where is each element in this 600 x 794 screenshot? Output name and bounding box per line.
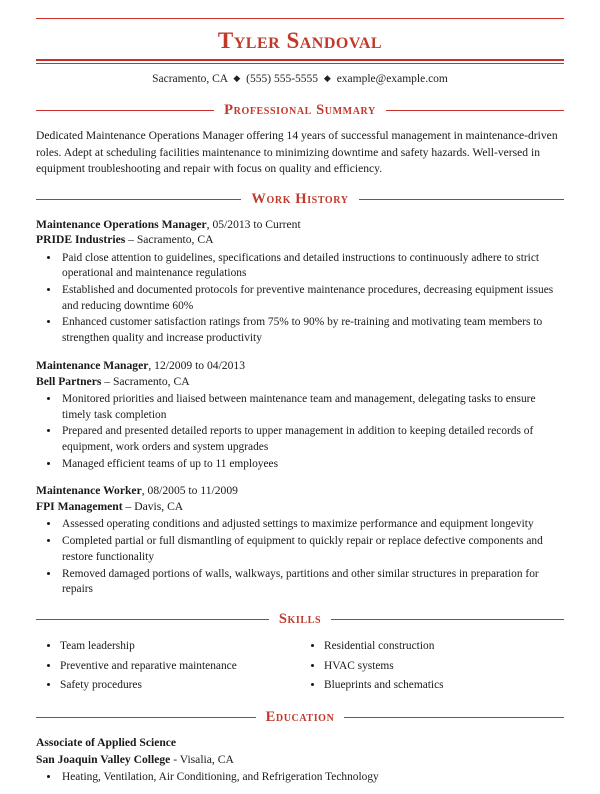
list-item: • Team leadership — [60, 637, 300, 657]
job-location: – Sacramento, CA — [101, 374, 190, 388]
contact-location: Sacramento, CA — [152, 73, 228, 86]
job-company-line — [36, 232, 564, 248]
list-item: • Preventive and reparative maintenance — [60, 657, 300, 677]
rule-right — [359, 199, 564, 200]
list-item: • Blueprints and schematics — [324, 676, 564, 696]
job-company-line — [36, 374, 564, 390]
skills-columns — [36, 637, 564, 696]
header-bottom-rule — [36, 59, 564, 61]
education-bullets — [36, 770, 564, 786]
skills-list — [300, 637, 564, 696]
rule-right — [331, 619, 564, 620]
section-header-summary — [36, 102, 564, 119]
job-dates: , 12/2009 to 04/2013 — [148, 358, 245, 372]
section-title: Professional Summary — [224, 102, 376, 119]
section-header-skills — [36, 611, 564, 628]
job-title: Maintenance Manager — [36, 358, 149, 372]
education-school-line — [36, 752, 564, 769]
list-item: • Enhanced customer satisfaction ratings from 75% to 90% by re-training and motivating team members to strengthen quality and increase productivity — [60, 315, 564, 346]
rule-right — [344, 717, 564, 718]
job-title: Maintenance Worker — [36, 484, 142, 498]
contact-phone: (555) 555-5555 — [246, 73, 319, 86]
job-bullets — [36, 251, 564, 347]
job-title: Maintenance Operations Manager — [36, 217, 207, 231]
rule-left — [36, 199, 241, 200]
skills-column-left — [36, 637, 300, 696]
list-item: • Safety procedures — [60, 676, 300, 696]
job-location: – Sacramento, CA — [125, 233, 214, 247]
job-company: FPI Management — [36, 500, 123, 514]
education-location: - Visalia, CA — [170, 752, 234, 766]
section-header-education — [36, 709, 564, 726]
job-company: Bell Partners — [36, 374, 102, 388]
work-entry — [36, 217, 564, 347]
rule-left — [36, 110, 214, 111]
education-school: San Joaquin Valley College — [36, 752, 171, 766]
job-bullets — [36, 392, 564, 473]
rule-left — [36, 619, 269, 620]
list-item: • Assessed operating conditions and adjusted settings to maximize performance and equipment longevity — [60, 517, 564, 533]
list-item: • Removed damaged portions of walls, walkways, partitions and other similar structures in preparation for repairs — [60, 567, 564, 598]
work-entry — [36, 358, 564, 473]
list-item: • Monitored priorities and liaised between maintenance team and management, delegating tasks to ensure timely task completion — [60, 392, 564, 423]
job-title-line — [36, 358, 564, 374]
education-degree: Associate of Applied Science — [36, 735, 177, 749]
job-bullets — [36, 517, 564, 598]
rule-right — [386, 110, 564, 111]
list-item: • Prepared and presented detailed reports to upper management in addition to keeping detailed records of equipment, work orders and system upgrades — [60, 424, 564, 455]
job-dates: , 05/2013 to Current — [206, 217, 301, 231]
resume-page — [0, 18, 600, 794]
page-title: Tyler Sandoval — [217, 28, 383, 53]
skills-column-right — [300, 637, 564, 696]
skills-list — [36, 637, 300, 696]
section-title: Skills — [278, 610, 322, 627]
section-title: Work History — [251, 190, 349, 207]
list-item: • Established and documented protocols for preventive maintenance procedures, decreasing equipment issues and reducing downtime 60% — [60, 283, 564, 314]
contact-email: example@example.com — [336, 73, 448, 86]
list-item: • Heating, Ventilation, Air Conditioning, and Refrigeration Technology — [60, 770, 564, 786]
list-item: • Residential construction — [324, 637, 564, 657]
job-title-line — [36, 483, 564, 499]
diamond-separator-icon: ◆ — [233, 73, 241, 84]
list-item: • HVAC systems — [324, 657, 564, 677]
list-item: • Paid close attention to guidelines, specifications and detailed instructions to continuously adhere to strict operational and maintenance regulations — [60, 251, 564, 282]
job-company: PRIDE Industries — [36, 233, 126, 247]
rule-left — [36, 717, 256, 718]
section-header-work-history — [36, 191, 564, 208]
job-company-line — [36, 499, 564, 515]
section-title: Education — [265, 708, 335, 725]
list-item: • Managed efficient teams of up to 11 employees — [60, 457, 564, 473]
contact-line — [36, 64, 564, 89]
work-entry — [36, 483, 564, 598]
summary-text: Dedicated Maintenance Operations Manager offering 14 years of successful management in maintenance-driven roles. Adept at scheduling facilities maintenance to minimizing downtime and safety hazards. Well-versed in equipment troubleshooting and repair with focus on quality and efficiency. — [36, 129, 558, 176]
job-location: – Davis, CA — [122, 500, 184, 514]
job-dates: , 08/2005 to 11/2009 — [141, 484, 238, 498]
list-item: • Completed partial or full dismantling of equipment to quickly repair or replace defective components and restore functionality — [60, 534, 564, 565]
diamond-separator-icon: ◆ — [323, 73, 331, 84]
job-title-line — [36, 217, 564, 233]
